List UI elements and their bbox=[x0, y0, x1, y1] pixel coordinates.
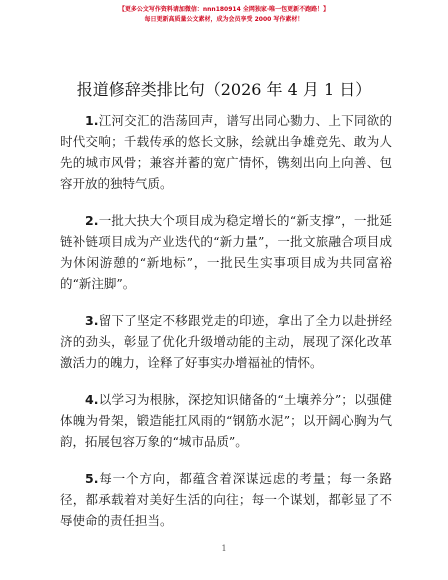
paragraph-number: 1. bbox=[85, 113, 99, 128]
promo-banner bbox=[0, 5, 448, 25]
paragraph-number: 3. bbox=[85, 313, 99, 328]
paragraph-number: 5. bbox=[85, 471, 99, 486]
paragraph-3 bbox=[60, 310, 392, 373]
paragraph-4 bbox=[60, 389, 392, 452]
document-title: 报道修辞类排比句（2026 年 4 月 1 日） bbox=[76, 80, 372, 99]
paragraph-text: 留下了坚定不移跟党走的印迹，拿出了全力以赴拼经济的劲头，彰显了优化升级增动能的主动，展现了深化改革激活力的魄力，诠释了好事实办增福祉的情怀。 bbox=[60, 313, 392, 370]
paragraph-2 bbox=[60, 210, 392, 294]
page-number: 1 bbox=[221, 544, 227, 553]
paragraph-text: 以学习为根脉，深挖知识储备的“土壤养分”；以强健体魄为骨架，锻造能扛风雨的“钢筋水泥”；以开阔心胸为气韵，拓展包容万象的“城市品质”。 bbox=[60, 392, 392, 449]
paragraph-5 bbox=[60, 468, 392, 531]
paragraph-text: 一批大抉大个项目成为稳定增长的“新支撑”，一批延链补链项目成为产业迭代的“新力量”，一批文旅融合项目成为休闲游憩的“新地标”，一批民生实事项目成为共同富裕的“新注脚”。 bbox=[60, 213, 392, 291]
paragraph-1 bbox=[60, 110, 392, 194]
paragraph-text: 每一个方向，都蕴含着深谋远虑的考量；每一条路径，都承载着对美好生活的向往；每一个谋划，都彰显了不辱使命的责任担当。 bbox=[60, 471, 392, 528]
promo-banner-line-2: 每日更新高质量公文素材，成为会员享受 2000 写作素材！ bbox=[144, 16, 304, 23]
paragraph-number: 2. bbox=[85, 213, 99, 228]
paragraph-text: 江河交汇的浩荡回声，谱写出同心勠力、上下同欲的时代交响；千载传承的悠长文脉，绘就出争雄竞先、敢为人先的城市风骨；兼容并蓄的宽广情怀，镌刻出向上向善、包容开放的独特气质。 bbox=[60, 113, 392, 191]
document-body bbox=[60, 110, 392, 547]
promo-banner-line-1: 【更多公文写作资料请加微信：nnn180914 全网独家·唯一包更新不跑路！】 bbox=[118, 6, 330, 13]
paragraph-number: 4. bbox=[85, 392, 99, 407]
